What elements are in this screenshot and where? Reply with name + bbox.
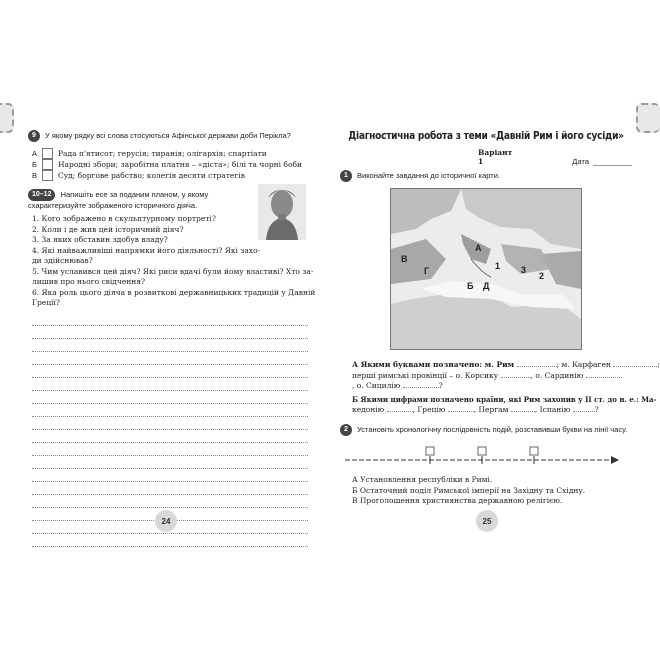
date-field[interactable] [593, 165, 632, 166]
answer-a-line2: перші римські провінції – о. Корсику , о. Сардинію [352, 371, 630, 382]
answer-sardinia[interactable] [586, 377, 622, 378]
answer-greece[interactable] [448, 411, 474, 412]
right-page [340, 130, 632, 182]
question-number-badge: 10–12 [28, 189, 55, 201]
option-v[interactable]: В Суд; боргове рабство; колегія десяти стратегів [32, 171, 245, 180]
map-label-v: В [401, 254, 408, 264]
map-label-a: А [475, 243, 482, 253]
answer-b-line2: кедонію , Грецію , Пергам , Іспанію ? [352, 405, 599, 414]
checkbox-a[interactable] [42, 148, 53, 159]
task-1: 1 Виконайте завдання до історичної карти. [340, 170, 632, 182]
variant-row [340, 148, 632, 166]
answer-spain[interactable] [573, 411, 595, 412]
answer-macedonia[interactable] [387, 411, 413, 412]
timeline [345, 447, 623, 467]
page-tab-right [636, 103, 660, 133]
variant-label: Варіант 1 [478, 148, 513, 166]
task-1-answers [352, 360, 660, 416]
question-10-12-text: Напишіть есе за поданим планом, у якому схарактеризуйте зображеного історичного діяча. [28, 189, 209, 210]
task-number-badge: 1 [340, 170, 352, 182]
checkbox-v[interactable] [42, 170, 53, 181]
event-v: В Проголошення християнства державною релігією. [352, 496, 563, 505]
event-b: Б Остаточний поділ Римської імперії на Західну та Східну. [352, 485, 586, 495]
left-page [24, 130, 316, 547]
question-9 [28, 130, 308, 142]
answer-rome[interactable] [517, 366, 557, 367]
pericles-bust-image [258, 184, 306, 240]
question-9-options [32, 148, 308, 181]
answer-a-line3: , о. Сицилію ? [352, 381, 443, 390]
timeline-boxes[interactable] [426, 447, 538, 455]
roman-history-map [390, 188, 582, 350]
task-2: 2 Установіть хронологічну послідовність подій, розставивши букви на лінії часу. [340, 424, 632, 436]
answer-sicily[interactable] [403, 387, 439, 388]
answer-a-line1: А Якими буквами позначено: м. Рим ; м. Карфаген ; [352, 360, 660, 369]
page-tab-left [0, 103, 14, 133]
map-label-3: 3 [521, 265, 527, 275]
question-10-12 [28, 189, 256, 211]
option-b[interactable]: Б Народні збори; заробітна платня – «діста»; білі та чорні боби [32, 160, 302, 169]
map-label-b: Б [467, 281, 474, 291]
page-title: Діагностична робота з теми «Давній Рим і його сусіди» [348, 130, 624, 142]
option-a[interactable]: А Рада п'ятисот; герусія; тиранія; олігархія; спартіати [32, 149, 267, 158]
page-number-25: 25 [476, 510, 498, 532]
task-number-badge: 2 [340, 424, 352, 436]
page-number-24: 24 [155, 510, 177, 532]
essay-plan: 1. Кого зображено в скульптурному портреті? 2. Коли і де жив цей історичний діяч? 3. За яких обставин здобув владу? 4. Які найважливіші напрямки його діяльності? Які захо- ди здійснював? 5. Чим уславився цей діяч? Які риси вдачі були йому властиві? Хто за- лишив про нього свідчення? 6. Яка роль цього діяча в розвиткові державницьких традицій у Давній Греції? [32, 214, 316, 307]
map-label-2: 2 [539, 271, 545, 281]
date-label: Дата [572, 157, 589, 166]
event-a: А Установлення республіки в Римі. [352, 475, 493, 484]
answer-b-line1: Б Якими цифрами позначено країни, які Рим захопив у II ст. до н. е.: Ма- [352, 394, 657, 404]
answer-pergamon[interactable] [511, 411, 535, 412]
map-label-1: 1 [495, 261, 501, 271]
map-label-d: Д [483, 281, 490, 291]
events-list [352, 475, 622, 507]
question-9-text: У якому рядку всі слова стосуються Афінської держави доби Перікла? [45, 130, 291, 140]
checkbox-b[interactable] [42, 159, 53, 170]
answer-carthage[interactable] [613, 366, 657, 367]
question-number-badge: 9 [28, 130, 40, 142]
answer-corsica[interactable] [501, 377, 531, 378]
map-label-g: Г [424, 266, 430, 276]
